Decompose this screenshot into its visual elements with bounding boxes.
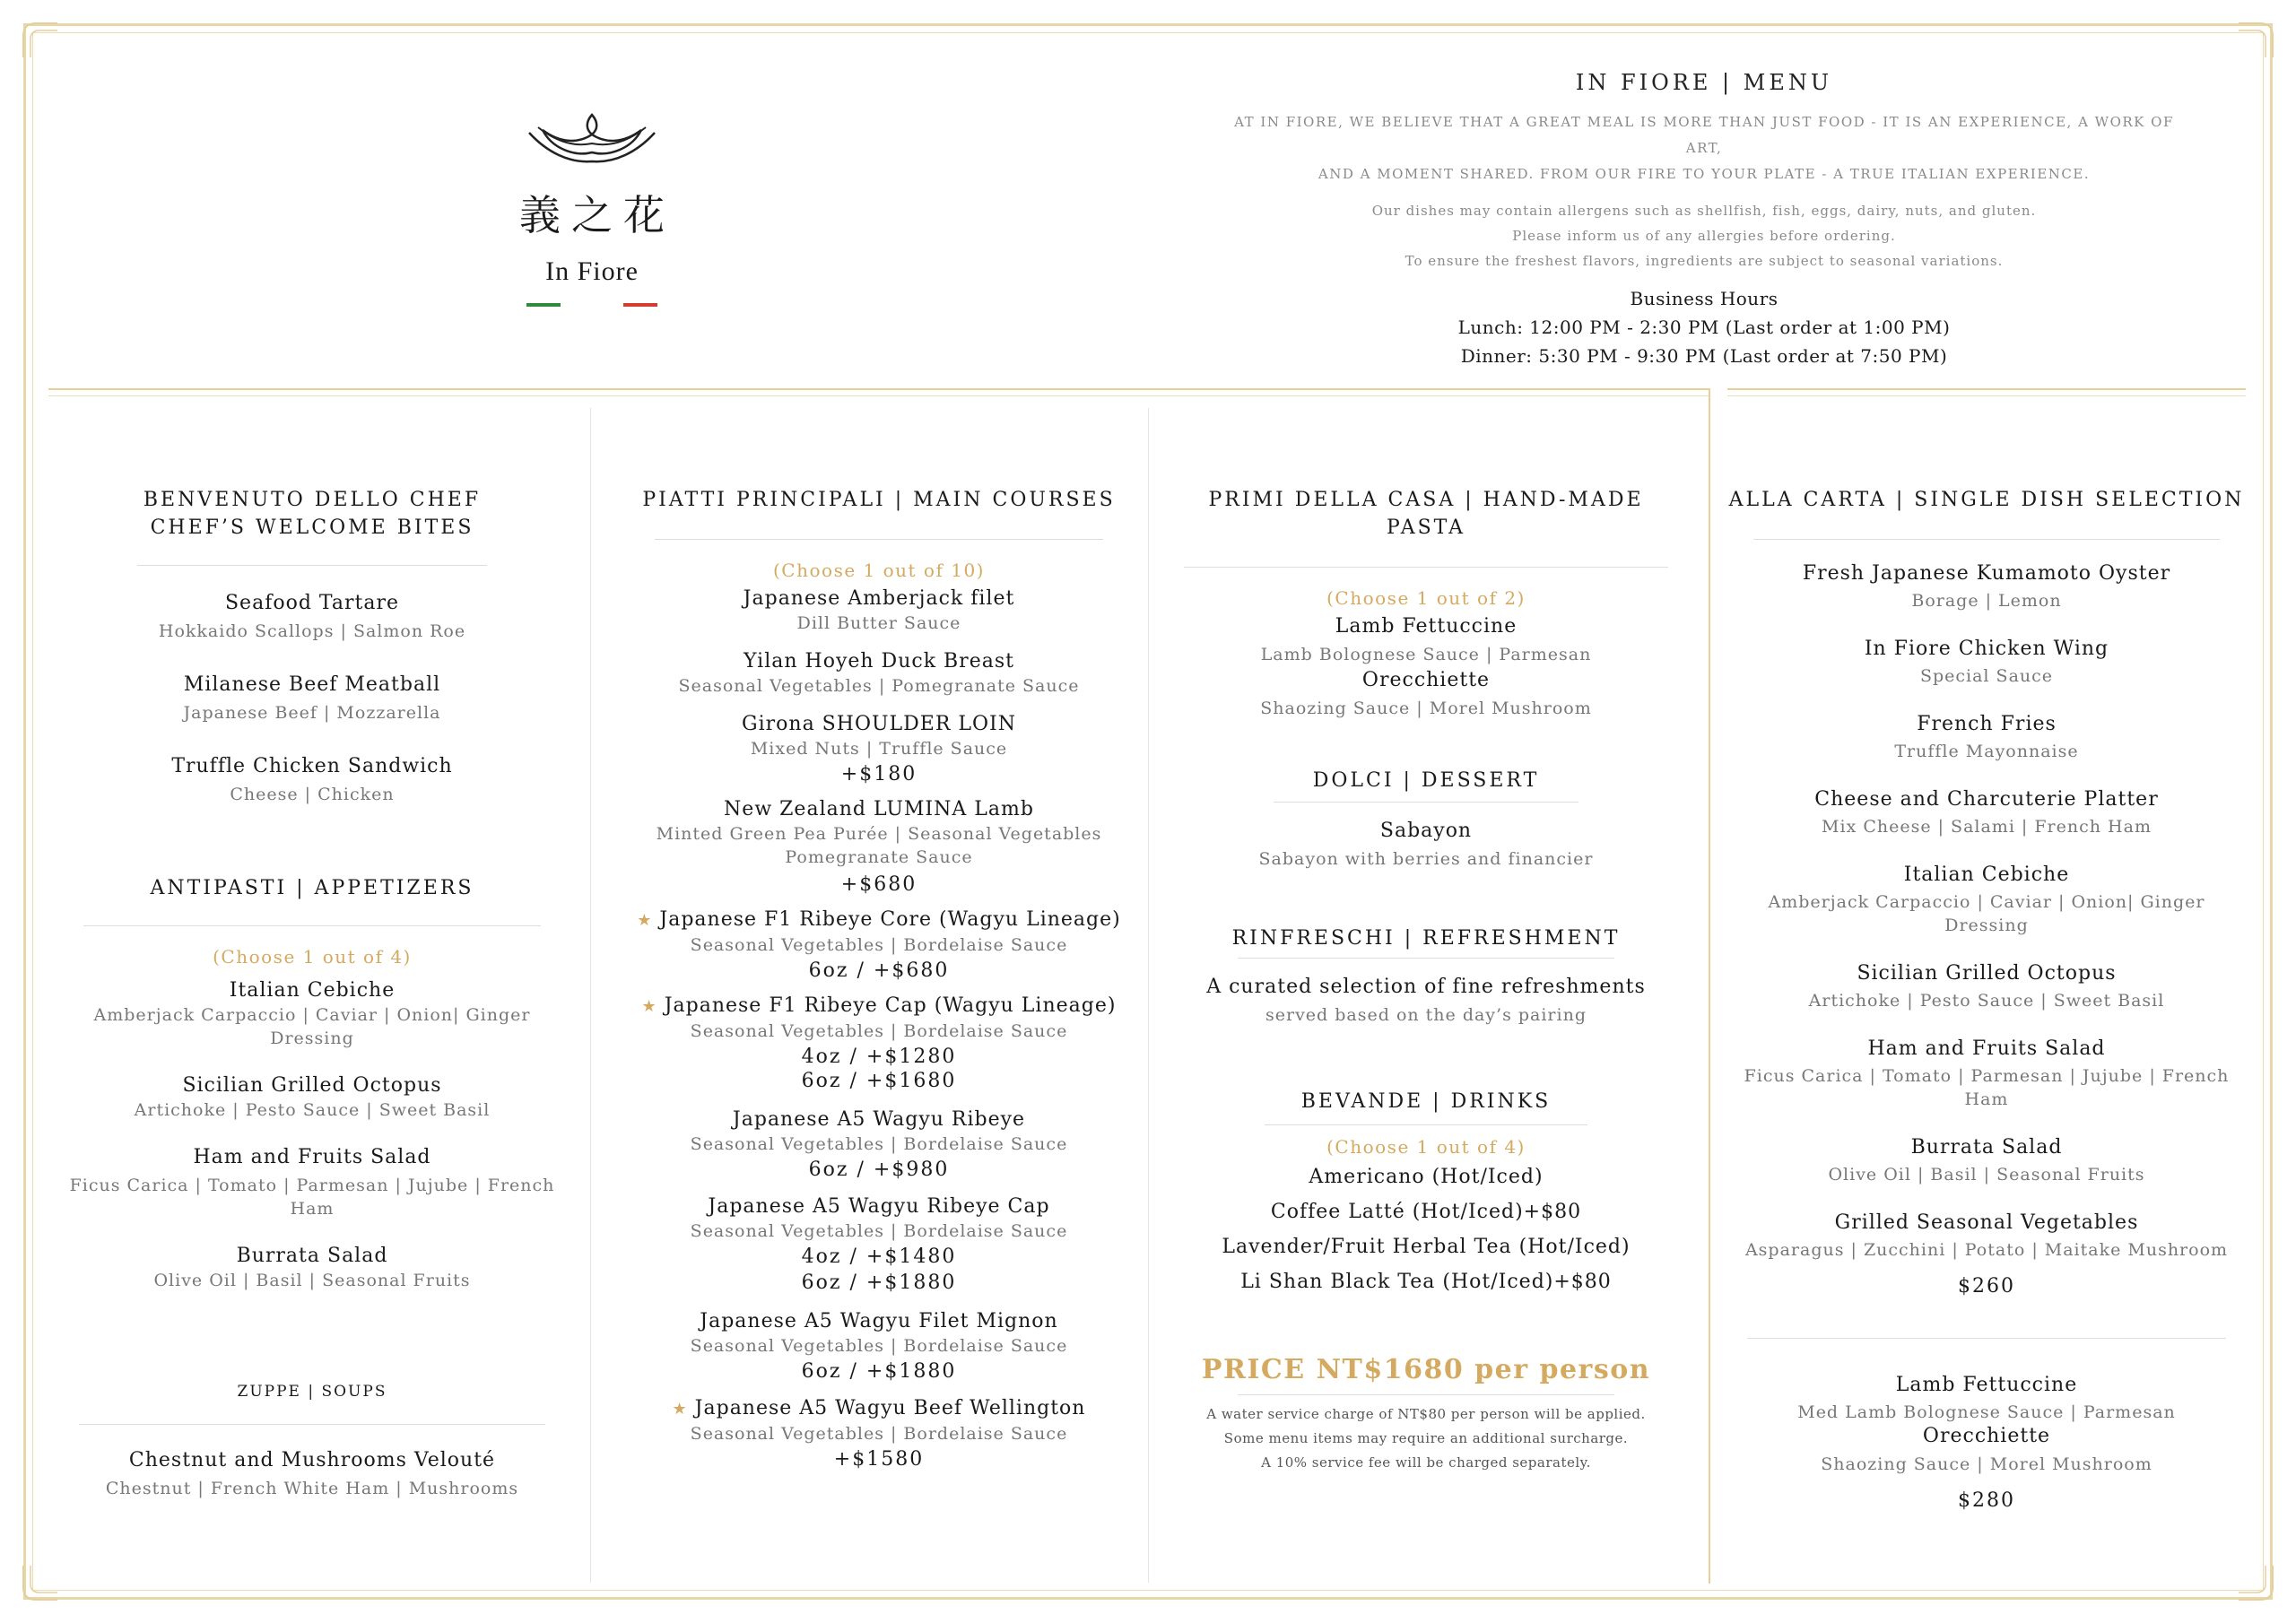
dish-desc: Amberjack Carpaccio | Caviar | Onion| Ginger Dressing [1768, 892, 2205, 935]
header-divider [1727, 395, 2246, 396]
choose-note: (Choose 1 out of 10) [773, 560, 985, 581]
dish-name: Sicilian Grilled Octopus [182, 1074, 442, 1097]
choose-note: (Choose 1 out of 4) [213, 946, 412, 968]
column-main-courses [610, 486, 1148, 1473]
dish-name: Burrata Salad [236, 1245, 388, 1267]
drink-item: Coffee Latté (Hot/Iced)+$80 [1270, 1201, 1582, 1223]
section-separator [1238, 1394, 1614, 1395]
section-separator [1747, 1338, 2226, 1339]
italian-flag-bars [484, 303, 700, 307]
dish-name: French Fries [1917, 713, 2057, 735]
dish-price: 6oz / +$980 [808, 1159, 950, 1181]
dish-desc: Chestnut | French White Ham | Mushrooms [105, 1479, 519, 1498]
group-price: $280 [1958, 1489, 2015, 1512]
dish-name: Japanese A5 Wagyu Filet Mignon [700, 1310, 1058, 1332]
section-separator [655, 539, 1103, 540]
dish-price: 6oz / +$1880 [801, 1360, 957, 1383]
logo-english-name: In Fiore [545, 256, 639, 286]
column-divider [590, 408, 591, 1583]
choose-note: (Choose 1 out of 4) [1326, 1136, 1526, 1158]
dish-desc: Sabayon with berries and financier [1258, 849, 1594, 869]
dish-desc: Artichoke | Pesto Sauce | Sweet Basil [1808, 991, 2165, 1011]
dish-name: Orecchiette [1922, 1425, 2051, 1447]
intro-text [1220, 109, 2188, 187]
flag-red-bar [623, 303, 657, 307]
dish-desc: Olive Oil | Basil | Seasonal Fruits [1828, 1165, 2145, 1185]
dish-desc: Special Sauce [1919, 666, 2054, 686]
section-title-soups: ZUPPE | SOUPS [237, 1383, 387, 1401]
dish-desc: served based on the day’s pairing [1265, 1005, 1587, 1025]
dish-name: Yilan Hoyeh Duck Breast [744, 650, 1014, 673]
corner-ornament-icon [2235, 20, 2276, 61]
dish-name: Truffle Chicken Sandwich [171, 755, 453, 777]
section-separator [83, 925, 541, 926]
section-separator [137, 565, 487, 566]
drink-item: Americano (Hot/Iced) [1309, 1166, 1544, 1188]
dish-desc: Med Lamb Bolognese Sauce | Parmesan [1797, 1402, 2176, 1422]
corner-ornament-icon [2235, 1562, 2276, 1603]
set-price: PRICE NT$1680 per person [1201, 1354, 1651, 1385]
section-separator [1265, 1124, 1587, 1125]
section-separator [1184, 567, 1668, 568]
allergen-line: Please inform us of any allergies before ordering. [1512, 228, 1896, 244]
section-separator [1753, 539, 2220, 540]
dish-desc: Amberjack Carpaccio | Caviar | Onion| Ginger Dressing [93, 1005, 531, 1048]
group-price: $260 [1958, 1275, 2015, 1298]
section-title-pasta: PRIMI DELLA CASA | HAND-MADE PASTA [1208, 489, 1644, 539]
dish-desc: Seasonal Vegetables | Bordelaise Sauce [690, 1021, 1068, 1041]
dish-desc: Seasonal Vegetables | Bordelaise Sauce [690, 1221, 1068, 1241]
drink-item: Lavender/Fruit Herbal Tea (Hot/Iced) [1222, 1236, 1631, 1258]
dish-desc: Mix Cheese | Salami | French Ham [1822, 817, 2152, 837]
dish-name: Japanese Amberjack filet [743, 587, 1015, 610]
dish-desc: Seasonal Vegetables | Pomegranate Sauce [678, 676, 1080, 696]
logo-chinese-name: 義之花 [519, 191, 675, 239]
dish-name: Fresh Japanese Kumamoto Oyster [1802, 562, 2171, 585]
dish-name: Ham and Fruits Salad [1867, 1037, 2106, 1060]
dish-name: Burrata Salad [1910, 1136, 2063, 1159]
star-icon: ★ [637, 911, 653, 930]
allergen-line: To ensure the freshest flavors, ingredients are subject to seasonal variations. [1405, 253, 2004, 269]
section-title-line: CHEF’S WELCOME BITES [150, 516, 474, 539]
dish-name: Italian Cebiche [229, 979, 396, 1002]
dish-name: In Fiore Chicken Wing [1864, 638, 2109, 660]
dish-name [610, 994, 1148, 1020]
section-title-dessert: DOLCI | DESSERT [1312, 769, 1540, 792]
choose-note: (Choose 1 out of 2) [1326, 587, 1526, 609]
dish-price: 6oz / +$680 [808, 959, 950, 982]
price-note: A 10% service fee will be charged separately. [1261, 1454, 1591, 1471]
dish-desc: Seasonal Vegetables | Bordelaise Sauce [690, 1424, 1068, 1444]
dish-name: Chestnut and Mushrooms Velouté [128, 1449, 496, 1471]
dish-desc: Dill Butter Sauce [796, 613, 961, 633]
section-separator [1274, 802, 1578, 803]
corner-ornament-icon [20, 20, 61, 61]
header-divider [48, 388, 1710, 390]
price-note: A water service charge of NT$80 per person will be applied. [1206, 1406, 1646, 1422]
section-separator [1238, 958, 1614, 959]
dish-name: Japanese A5 Wagyu Ribeye [732, 1108, 1026, 1131]
dish-desc: Truffle Mayonnaise [1894, 742, 2079, 761]
dish-name [610, 1396, 1148, 1422]
dish-desc: Seasonal Vegetables | Bordelaise Sauce [690, 935, 1068, 955]
dish-desc: Olive Oil | Basil | Seasonal Fruits [153, 1271, 471, 1290]
dish-desc: Japanese Beef | Mozzarella [183, 703, 441, 723]
dish-desc: Ficus Carica | Tomato | Parmesan | Jujube | French Ham [1744, 1066, 2230, 1109]
drink-item: Li Shan Black Tea (Hot/Iced)+$80 [1240, 1271, 1612, 1293]
header-divider [48, 395, 1710, 396]
dish-name: Girona SHOULDER LOIN [742, 713, 1016, 735]
menu-header [1220, 70, 2188, 370]
dish-desc: Shaozing Sauce | Morel Mushroom [1260, 699, 1592, 718]
section-title-alacarte: ALLA CARTA | SINGLE DISH SELECTION [1728, 489, 2245, 511]
dish-desc: Pomegranate Sauce [785, 847, 973, 867]
flag-green-bar [526, 303, 561, 307]
hours-dinner: Dinner: 5:30 PM - 9:30 PM (Last order at 7:50 PM) [1460, 345, 1948, 367]
price-note: Some menu items may require an additional surcharge. [1223, 1430, 1629, 1446]
dish-desc: Artichoke | Pesto Sauce | Sweet Basil [134, 1100, 491, 1120]
header-divider [1727, 388, 2246, 390]
dish-desc: Seasonal Vegetables | Bordelaise Sauce [690, 1134, 1068, 1154]
dish-name-text: Japanese F1 Ribeye Cap (Wagyu Lineage) [664, 994, 1117, 1017]
dish-name [610, 907, 1148, 933]
dish-desc: Cheese | Chicken [230, 785, 395, 804]
dish-name: Milanese Beef Meatball [183, 673, 441, 696]
intro-line: AND A MOMENT SHARED. FROM OUR FIRE TO YOUR PLATE - A TRUE ITALIAN EXPERIENCE. [1318, 166, 2091, 182]
dish-desc: Borage | Lemon [1911, 591, 2062, 611]
dish-desc: Lamb Bolognese Sauce | Parmesan [1260, 645, 1592, 664]
star-icon: ★ [641, 997, 657, 1016]
dish-price: 4oz / +$1480 [801, 1245, 957, 1268]
section-title-welcome [54, 486, 570, 542]
logo [484, 108, 700, 307]
dish-price: 6oz / +$1880 [801, 1271, 957, 1294]
dish-name: Cheese and Charcuterie Platter [1814, 788, 2159, 811]
flag-white-bar [575, 303, 609, 307]
dish-price: 6oz / +$1680 [801, 1070, 957, 1092]
dish-name-text: Japanese F1 Ribeye Core (Wagyu Lineage) [659, 908, 1121, 931]
allergen-line: Our dishes may contain allergens such as shellfish, fish, eggs, dairy, nuts, and gluten. [1371, 203, 2037, 219]
section-title-mains: PIATTI PRINCIPALI | MAIN COURSES [642, 489, 1116, 511]
dish-price: 4oz / +$1280 [801, 1046, 957, 1068]
section-separator [79, 1424, 545, 1425]
star-icon: ★ [672, 1400, 688, 1419]
hours-title: Business Hours [1630, 288, 1779, 309]
dish-name: Sabayon [1379, 820, 1473, 842]
dish-name: Sicilian Grilled Octopus [1857, 962, 2117, 985]
dish-name-text: Japanese A5 Wagyu Beef Wellington [694, 1397, 1086, 1419]
dish-name: Orecchiette [1361, 669, 1491, 691]
dish-price: +$680 [840, 873, 918, 896]
dish-name: A curated selection of fine refreshments [1206, 976, 1646, 998]
menu-title: IN FIORE | MENU [1575, 70, 1833, 95]
section-title-line: BENVENUTO DELLO CHEF [143, 489, 482, 511]
allergen-notice [1220, 198, 2188, 273]
section-title-refreshment: RINFRESCHI | REFRESHMENT [1231, 927, 1621, 950]
hours-lunch: Lunch: 12:00 PM - 2:30 PM (Last order at 1:00 PM) [1457, 317, 1951, 338]
column-divider [1148, 408, 1149, 1583]
section-title-appetizers: ANTIPASTI | APPETIZERS [150, 877, 474, 899]
dish-price: +$1580 [833, 1448, 925, 1471]
dish-name: New Zealand LUMINA Lamb [724, 798, 1034, 820]
column-divider [1709, 388, 1710, 1584]
dish-name: Ham and Fruits Salad [193, 1146, 431, 1168]
dish-desc: Hokkaido Scallops | Salmon Roe [158, 621, 466, 641]
dish-desc: Ficus Carica | Tomato | Parmesan | Jujube | French Ham [69, 1176, 555, 1219]
business-hours [1220, 284, 2188, 370]
dish-desc: Minted Green Pea Purée | Seasonal Vegetables [656, 824, 1102, 844]
lotus-logo-icon [525, 108, 659, 170]
dish-name: Seafood Tartare [224, 592, 399, 614]
dish-name: Grilled Seasonal Vegetables [1834, 1211, 2139, 1234]
price-notes [1166, 1402, 1686, 1475]
intro-line: AT IN FIORE, WE BELIEVE THAT A GREAT MEAL IS MORE THAN JUST FOOD - IT IS AN EXPERIENCE, A WORK OF ART, [1234, 114, 2174, 156]
dish-price: +$180 [840, 763, 918, 785]
dish-name: Lamb Fettuccine [1335, 615, 1518, 638]
corner-ornament-icon [20, 1562, 61, 1603]
column-a-la-carte [1726, 486, 2247, 1515]
dish-desc: Seasonal Vegetables | Bordelaise Sauce [690, 1336, 1068, 1356]
column-pasta-dessert-drinks [1166, 486, 1686, 1475]
section-title-drinks: BEVANDE | DRINKS [1300, 1090, 1552, 1113]
dish-desc: Asparagus | Zucchini | Potato | Maitake Mushroom [1744, 1240, 2229, 1260]
dish-desc: Shaozing Sauce | Morel Mushroom [1821, 1454, 2152, 1474]
dish-name: Lamb Fettuccine [1895, 1374, 2078, 1396]
column-starters [54, 486, 570, 1500]
dish-name: Italian Cebiche [1903, 864, 2070, 886]
dish-desc: Mixed Nuts | Truffle Sauce [750, 739, 1008, 759]
dish-name: Japanese A5 Wagyu Ribeye Cap [708, 1195, 1050, 1218]
